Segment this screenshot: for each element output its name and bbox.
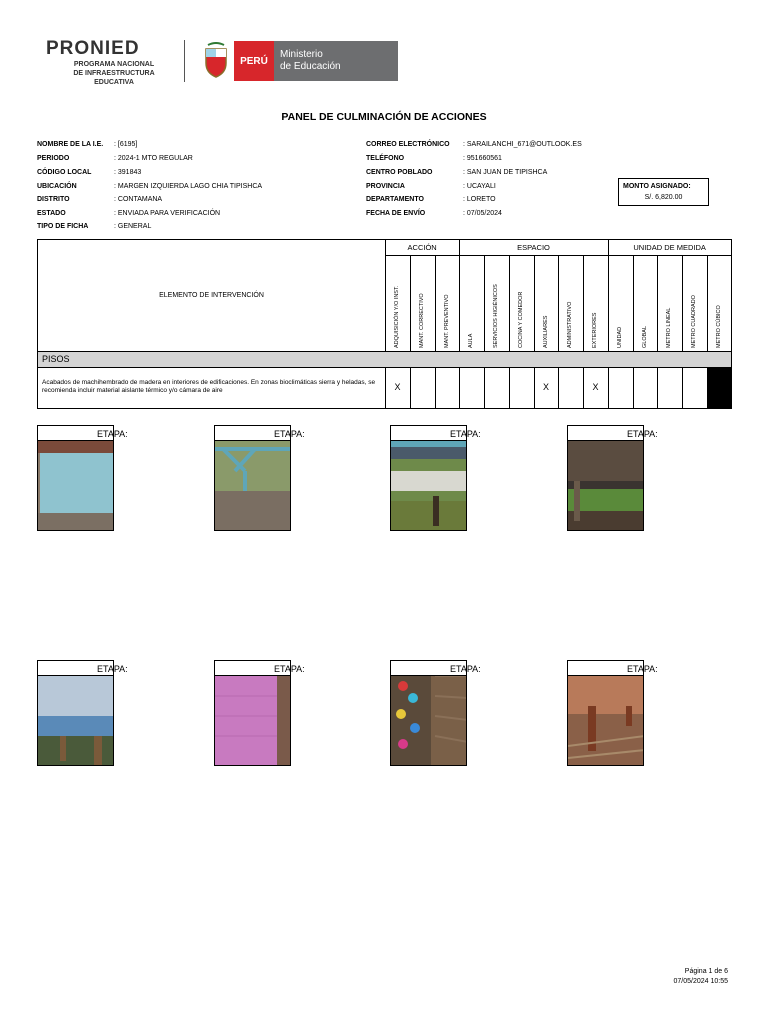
info-value: : SAN JUAN DE TIPISHCA (463, 169, 548, 176)
column-header: AULA (468, 333, 475, 348)
info-value: : LORETO (463, 196, 496, 203)
column-divider (534, 255, 535, 351)
info-label: UBICACIÓN (37, 183, 77, 190)
ministerio-label (274, 41, 398, 81)
info-value: : 391843 (114, 169, 142, 176)
info-value: : ENVIADA PARA VERIFICACIÓN (114, 210, 221, 217)
column-divider (633, 367, 634, 409)
info-label: ESTADO (37, 210, 66, 217)
etapa-label: ETAPA: (450, 429, 481, 439)
column-header: MANT. PREVENTIVO (443, 294, 450, 348)
column-divider (682, 255, 683, 351)
info-value: : 951660561 (463, 155, 502, 162)
column-divider (707, 255, 708, 351)
info-value: : UCAYALI (463, 183, 496, 190)
column-header: UNIDAD (616, 326, 623, 348)
column-divider (484, 367, 485, 409)
column-header: AUXILIARES (542, 315, 549, 348)
info-value: : CONTAMANA (114, 196, 163, 203)
column-divider (509, 367, 510, 409)
column-divider (682, 367, 683, 409)
cell-mark: X (394, 382, 401, 392)
column-divider (410, 255, 411, 351)
site-photo (215, 441, 290, 530)
site-photo (568, 676, 643, 765)
pronied-name: PRONIED (46, 38, 140, 59)
column-header: GLOBAL (641, 325, 648, 348)
column-divider (484, 255, 485, 351)
column-divider (435, 255, 436, 351)
column-divider (707, 367, 708, 409)
document-title: PANEL DE CULMINACIÓN DE ACCIONES (281, 111, 487, 123)
site-photo (215, 676, 290, 765)
info-label: PERIODO (37, 155, 70, 162)
photo-frame (390, 660, 481, 766)
ministerio-line-2: de Educación (280, 61, 341, 72)
column-header: ADQUISICIÓN Y/O INST. (394, 285, 400, 348)
column-header: METRO LINEAL (666, 307, 673, 348)
info-value: : SARAILANCHI_671@OUTLOOK.ES (463, 141, 582, 148)
photo-frame (37, 660, 128, 766)
info-label: TIPO DE FICHA (37, 223, 89, 230)
photo-frame (567, 425, 658, 531)
monto-label: MONTO ASIGNADO: (623, 183, 691, 190)
info-label: PROVINCIA (366, 183, 405, 190)
logo-divider (184, 40, 185, 82)
peru-shield-icon (198, 41, 234, 81)
column-divider (633, 255, 634, 351)
column-divider (558, 255, 559, 351)
etapa-label: ETAPA: (274, 429, 305, 439)
photo-frame (214, 660, 305, 766)
site-photo (38, 441, 113, 530)
photo-frame (37, 425, 128, 531)
photo-frame (567, 660, 658, 766)
column-divider (435, 367, 436, 409)
info-label: TELÉFONO (366, 155, 405, 162)
monto-asignado-box (618, 178, 709, 206)
info-label: DEPARTAMENTO (366, 196, 424, 203)
column-group-header: ESPACIO (517, 243, 550, 252)
info-value: : GENERAL (114, 223, 152, 230)
etapa-label: ETAPA: (627, 664, 658, 674)
column-divider (657, 367, 658, 409)
info-value: : 2024-1 MTO REGULAR (114, 155, 193, 162)
site-photo (568, 441, 643, 530)
column-group-header: ACCIÓN (407, 243, 437, 252)
site-photo (391, 676, 466, 765)
column-divider (509, 255, 510, 351)
element-header: ELEMENTO DE INTERVENCIÓN (159, 292, 264, 299)
info-label: CENTRO POBLADO (366, 169, 433, 176)
photo-frame (214, 425, 305, 531)
site-photo (391, 441, 466, 530)
etapa-label: ETAPA: (450, 664, 481, 674)
section-pisos: PISOS (38, 352, 731, 367)
element-description: Acabados de machihembrado de madera en interiores de edificaciones. En zonas bioclimáticas sierra y heladas, se recomienda incluir material aislante térmico y/o cámara de aire (42, 379, 376, 394)
minedu-logo (198, 41, 398, 81)
pronied-sub-line-1: PROGRAMA NACIONAL (73, 61, 155, 68)
info-value: : 07/05/2024 (463, 210, 502, 217)
info-label: CÓDIGO LOCAL (37, 169, 92, 176)
pronied-logo (46, 38, 172, 86)
element-column-divider (385, 240, 386, 351)
column-header: MANT. CORRECTIVO (418, 293, 425, 348)
monto-value: S/. 6,820.00 (644, 194, 683, 201)
header-bottom-line (38, 351, 731, 352)
column-header: EXTERIORES (592, 312, 598, 348)
info-label: DISTRITO (37, 196, 70, 203)
page-footer (674, 967, 729, 987)
pronied-subtitle (56, 60, 172, 87)
photo-frame (390, 425, 481, 531)
site-photo (38, 676, 113, 765)
column-divider (608, 240, 609, 351)
peru-label: PERÚ (234, 41, 274, 81)
info-label: NOMBRE DE LA I.E. (37, 141, 104, 148)
column-header: METRO CÚBICO (715, 305, 722, 348)
column-divider (459, 367, 460, 409)
info-label: CORREO ELECTRÓNICO (366, 141, 450, 148)
cell-mark: X (592, 382, 599, 392)
page-number: Página 1 de 6 (684, 968, 728, 975)
cell-mark: X (542, 382, 549, 392)
pronied-sub-line-2: DE INFRAESTRUCTURA EDUCATIVA (73, 70, 155, 86)
filled-cell (708, 368, 732, 409)
column-group-header: UNIDAD DE MEDIDA (633, 243, 706, 252)
etapa-label: ETAPA: (274, 664, 305, 674)
ministerio-line-1: Ministerio (280, 49, 323, 60)
etapa-label: ETAPA: (97, 664, 128, 674)
column-divider (583, 255, 584, 351)
etapa-label: ETAPA: (627, 429, 658, 439)
info-label: FECHA DE ENVÍO (366, 210, 426, 217)
column-header: ADMINISTRATIVO (567, 301, 574, 348)
print-datetime: 07/05/2024 10:55 (673, 978, 728, 985)
intervention-table (37, 239, 732, 409)
column-divider (657, 255, 658, 351)
column-divider (459, 240, 460, 351)
info-value: : MARGEN IZQUIERDA LAGO CHIA TIPISHCA (114, 183, 263, 190)
column-header: COCINA Y COMEDOR (517, 291, 524, 348)
info-value: : [6195] (114, 141, 138, 148)
column-header: METRO CUADRADO (691, 295, 697, 348)
etapa-label: ETAPA: (97, 429, 128, 439)
column-header: SERVICIOS HIGIÉNICOS (493, 284, 499, 348)
